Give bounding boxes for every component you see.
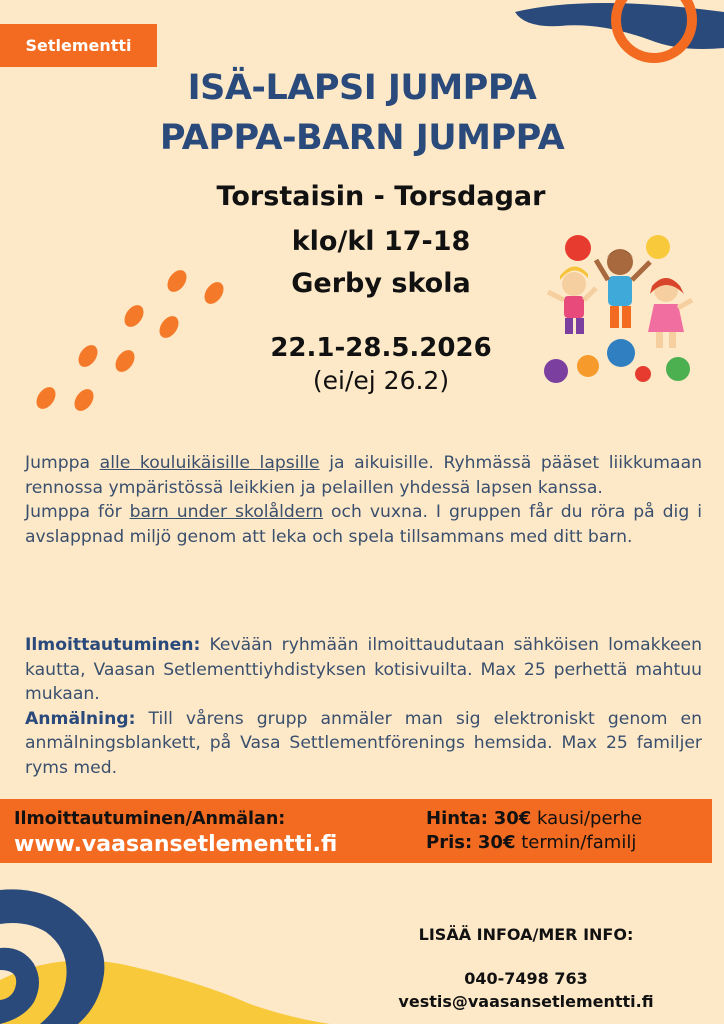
price-sv-unit: termin/familj	[515, 832, 637, 853]
price-fi-amount: 30€	[493, 808, 532, 829]
price-swedish	[426, 832, 636, 853]
desc-fi-underlined: alle kouluikäisille lapsille	[99, 453, 320, 473]
price-sv-label: Pris:	[426, 832, 473, 853]
venue: Gerby skola	[291, 268, 471, 299]
signup-fi-text: Kevään ryhmään ilmoittaudutaan sähköisen lomakkeen kautta, Vaasan Setlementtiyhdistyksen kotisivuilta. Max 25 perhettä mahtuu mukaan.	[25, 635, 702, 704]
signup-swedish	[25, 707, 702, 781]
description-finnish	[25, 451, 702, 500]
signup-sv-text: Till vårens grupp anmäler man sig elektroniskt genom en anmälningsblankett, på Vasa Settlementförenings hemsida. Max 25 familjer ryms med.	[25, 708, 702, 778]
signup-finnish	[25, 633, 702, 707]
registration-label: Ilmoittautuminen/Anmälan:	[14, 809, 286, 829]
price-fi-label: Hinta:	[426, 808, 488, 829]
title-finnish: ISÄ-LAPSI JUMPPA	[187, 68, 537, 108]
date-range: 22.1-28.5.2026	[270, 333, 492, 363]
date-exception: (ei/ej 26.2)	[312, 366, 450, 395]
signup-block	[25, 633, 702, 780]
brand-badge: Setlementti	[0, 24, 157, 67]
price-fi-unit: kausi/perhe	[531, 808, 643, 829]
price-finnish	[426, 808, 642, 829]
desc-sv-underlined: barn under skolåldern	[129, 502, 324, 522]
description-block	[25, 451, 702, 549]
desc-sv-text: Jumppa för	[25, 502, 130, 522]
title-swedish: PAPPA-BARN JUMPPA	[159, 118, 565, 158]
contact-phone[interactable]: 040-7498 763	[464, 969, 588, 988]
bottom-left-decoration	[0, 880, 330, 1024]
desc-sv-text-rest: och vuxna. I gruppen får du röra på dig i avslappnad miljö genom att leka och spela tillsammans med ditt barn.	[25, 502, 702, 547]
contact-email[interactable]: vestis@vaasansetlementti.fi	[398, 992, 654, 1011]
signup-fi-label: Ilmoittautuminen:	[25, 635, 201, 655]
schedule-time: klo/kl 17-18	[291, 226, 471, 257]
desc-fi-text: Jumppa	[25, 453, 100, 473]
schedule-day: Torstaisin - Torsdagar	[216, 181, 546, 212]
more-info-heading: LISÄÄ INFOA/MER INFO:	[418, 925, 634, 944]
desc-fi-text-rest: ja aikuisille. Ryhmässä pääset liikkumaan rennossa ympäristössä leikkien ja pelaillen yhdessä lapsen kanssa.	[25, 453, 702, 498]
registration-link[interactable]: www.vaasansetlementti.fi	[14, 832, 338, 857]
signup-sv-label: Anmälning:	[25, 708, 136, 729]
price-sv-amount: 30€	[477, 832, 516, 853]
description-swedish	[25, 500, 702, 549]
